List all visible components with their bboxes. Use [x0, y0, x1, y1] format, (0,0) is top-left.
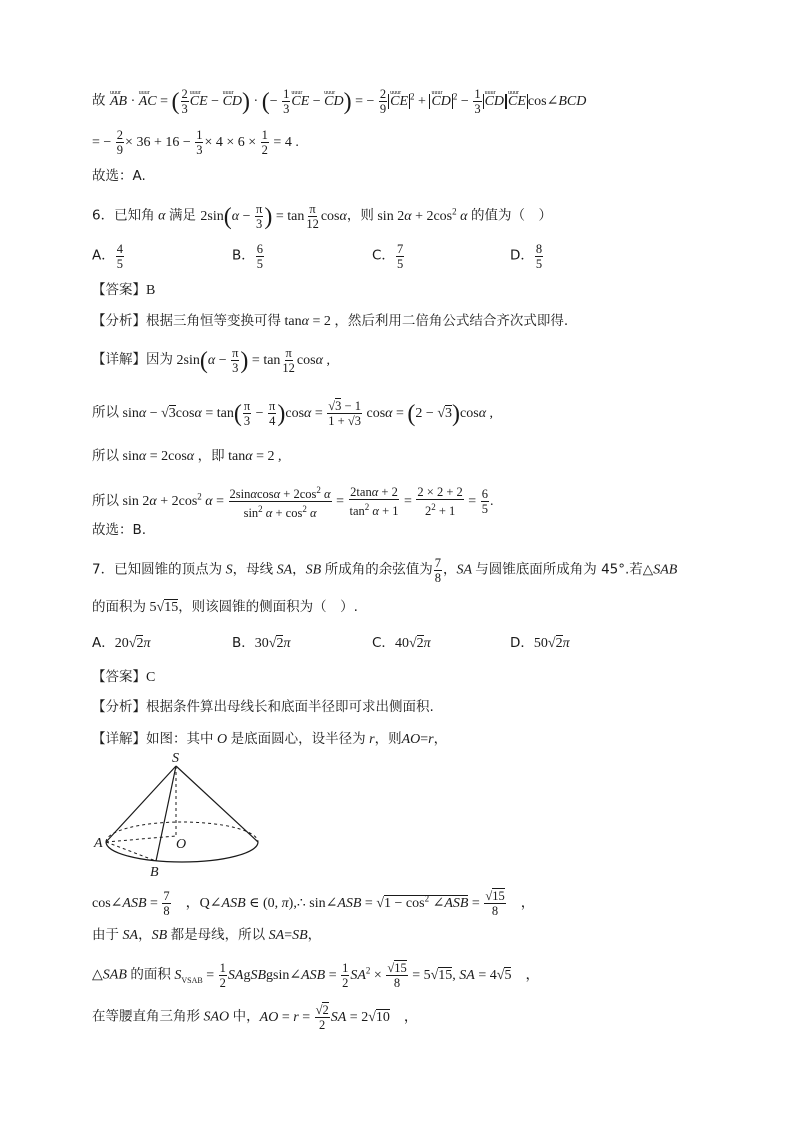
q7-option-a: A．20√2π: [92, 635, 151, 651]
q7-detail-cos: cos∠ASB = $\frac{7}{8}$ ，Q∠ASB ∈ (0, π),∴ sin∠ASB = $√1 - \cos^2$ ∠ASB = $\frac{√15}{8}$ ，: [92, 888, 535, 918]
slant-left: [106, 766, 176, 842]
q5-choice: 故选：A.: [92, 168, 146, 184]
q7-detail-1: 【详解】如图：其中 O 是底面圆心，设半径为 r，则AO=r，: [92, 731, 448, 747]
q5-result-line: = − $\frac{2}{9}$ × 36 + 16 − $\frac{1}{3}$ × 4 × 6 × $\frac{1}{2}$ = 4 .: [92, 128, 299, 157]
q6-option-d: D． $\frac{8}{5}$: [510, 242, 543, 271]
q6-option-b: B． $\frac{6}{5}$: [232, 242, 264, 271]
q7-analysis: 【分析】根据条件算出母线长和底面半径即可求出侧面积.: [92, 699, 434, 715]
q6-detail-3: 所以 sinα = 2cosα ，即 tanα = 2 ,: [92, 448, 282, 464]
chord-ab: [106, 842, 156, 861]
q5-vector-equation: 故 uuur AB · uuur AC = ( $\frac{2}{3}$ uuur CE − uuur CD) · (− $\frac{1}{3}$ uuur CE − uuur CD) = − $\frac{2}{9}$ uuur CE $^2$ + uuur CD $^2$ − $\frac{1}{3}$ uuur CDuuur CE cos∠BCD: [92, 86, 586, 116]
q6-detail-2: 所以 sinα − √3cosα = tan( $\frac{\pi}{3}$ − $\frac{\pi}{4}$ )cosα = $\frac{√3 - 1}{1 + √3}$ cosα = (2 − √3)cosα ,: [92, 399, 494, 428]
q6-choice: 故选：B.: [92, 522, 147, 538]
q7-detail-mother: 由于 SA，SB 都是母线，所以 SA=SB，: [92, 927, 322, 943]
q7-detail-area: △SAB 的面积 $S_{VSAB}$ = $\frac{1}{2}$ SAgSBgsin∠ASB = $\frac{1}{2}$ $SA^2$ × $\frac{√15}{8}$ = 5√15, SA = 4√5 ，: [92, 960, 540, 990]
label-s: S: [172, 751, 179, 766]
q6-option-a: A． $\frac{4}{5}$: [92, 242, 123, 271]
label-a: A: [94, 836, 103, 851]
radius-ao: [106, 836, 176, 842]
label-b: B: [150, 865, 159, 880]
q7-answer: 【答案】C: [92, 669, 156, 685]
q7-option-d: D．50√2π: [510, 635, 570, 651]
q7-stem-2: 的面积为 5√15，则该圆锥的侧面积为（ ）.: [92, 599, 358, 615]
slant-sb: [156, 766, 176, 861]
q6-detail-4: 所以 $\sin 2\alpha + 2\cos^2$ α = $\frac{2\sin\alpha\cos\alpha + 2\cos^2 \alpha}{\sin^2 \alpha + \cos^2 \alpha}$ = $\frac{2\tan\alpha + 2}{\tan^2 \alpha + 1}$ = $\frac{2 \times 2 + 2}{2^2 + 1}$ = $\frac{6}{5}$ .: [92, 485, 494, 521]
q7-option-b: B．30√2π: [232, 635, 291, 651]
cone-figure: [92, 748, 262, 880]
q6-detail-1: 【详解】因为 2sin(α − $\frac{\pi}{3}$ ) = tan $\frac{\pi}{12}$ cosα ,: [92, 346, 330, 375]
q6-analysis: 【分析】根据三角恒等变换可得 tanα = 2 ，然后利用二倍角公式结合齐次式即得.: [92, 313, 569, 329]
q6-answer: 【答案】B: [92, 282, 156, 298]
q6-stem: 6．已知角 α 满足 2sin(α − $\frac{\pi}{3}$ ) = tan $\frac{\pi}{12}$ cosα，则 $\sin 2\alpha + 2\cos^2$ α 的值为（ ）: [92, 201, 552, 231]
slant-right: [176, 766, 258, 842]
q7-detail-isosceles: 在等腰直角三角形 SAO 中，AO = r = $\frac{√2}{2}$ SA = 2√10 ，: [92, 1003, 418, 1032]
q7-option-c: C．40√2π: [372, 635, 431, 651]
label-o: O: [176, 837, 187, 852]
q7-stem-1: 7．已知圆锥的顶点为 S，母线 SA，SB 所成角的余弦值为 $\frac{7}{8}$ ，SA 与圆锥底面所成角为 45°.若△SAB: [92, 556, 678, 585]
q6-option-c: C． $\frac{7}{5}$: [372, 242, 404, 271]
